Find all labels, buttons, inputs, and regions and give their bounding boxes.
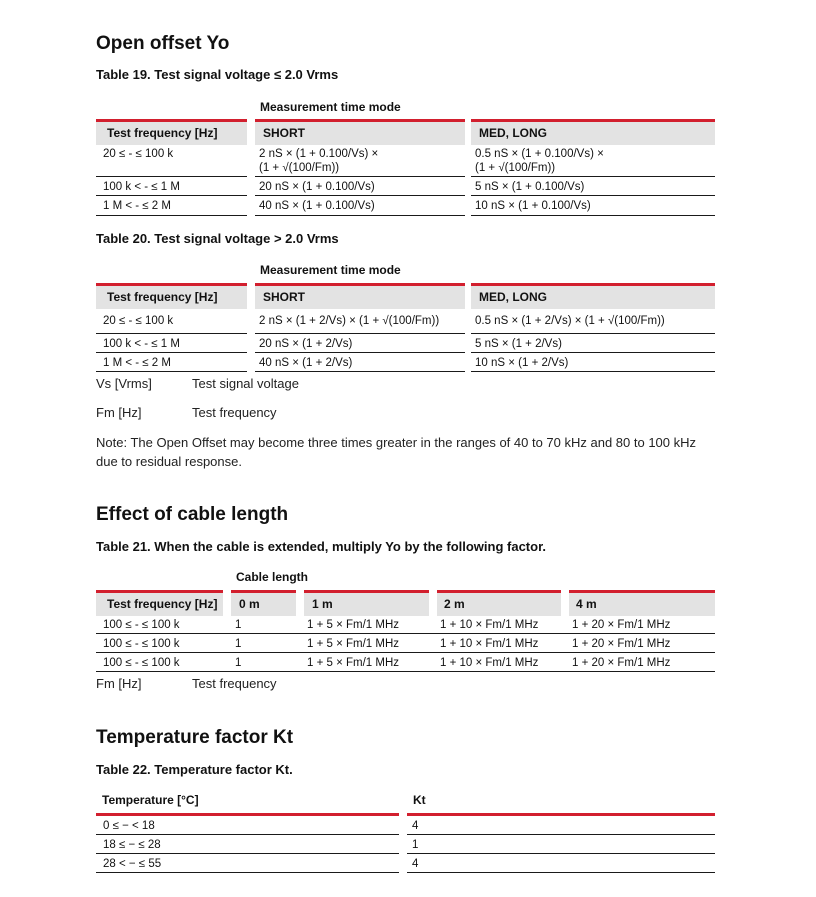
table-21-col-header: 0 m bbox=[239, 597, 260, 611]
table-rule bbox=[96, 872, 399, 873]
table-cell: 1 + 5 × Fm/1 MHz bbox=[307, 619, 400, 631]
table-cell: 2 nS × (1 + 0.100/Vs) × bbox=[259, 148, 379, 160]
table-rule bbox=[96, 195, 247, 196]
table-19-caption: Table 19. Test signal voltage ≤ 2.0 Vrms bbox=[96, 67, 339, 82]
table-cell: 4 bbox=[412, 820, 419, 832]
table-cell: 0 ≤ − < 18 bbox=[103, 820, 155, 832]
table-20-group-header: Measurement time mode bbox=[260, 263, 401, 277]
table-cell: 1 bbox=[235, 619, 242, 631]
section-title-temperature-factor: Temperature factor Kt bbox=[96, 727, 294, 748]
definition-term: Fm [Hz] bbox=[96, 676, 142, 691]
table-rule bbox=[255, 371, 465, 372]
table-cell: 20 ≤ - ≤ 100 k bbox=[103, 148, 174, 160]
table-cell: 1 M < - ≤ 2 M bbox=[103, 357, 171, 369]
table-cell: 20 nS × (1 + 2/Vs) bbox=[259, 338, 353, 350]
table-rule bbox=[96, 352, 247, 353]
table-cell: 1 + 20 × Fm/1 MHz bbox=[572, 638, 671, 650]
table-cell: 10 nS × (1 + 2/Vs) bbox=[475, 357, 569, 369]
table-rule bbox=[96, 215, 247, 216]
table-cell: 1 + 10 × Fm/1 MHz bbox=[440, 657, 539, 669]
table-cell: 5 nS × (1 + 2/Vs) bbox=[475, 338, 562, 350]
table-cell: (1 + √(100/Fm)) bbox=[475, 162, 556, 174]
table-rule bbox=[96, 834, 399, 835]
table-rule bbox=[255, 176, 465, 177]
table-rule bbox=[96, 333, 247, 334]
table-21-col-header: Test frequency [Hz] bbox=[107, 597, 218, 611]
table-cell: 100 ≤ - ≤ 100 k bbox=[103, 619, 180, 631]
table-rule bbox=[407, 834, 715, 835]
table-cell: (1 + √(100/Fm)) bbox=[259, 162, 340, 174]
table-cell: 1 + 5 × Fm/1 MHz bbox=[307, 638, 400, 650]
definition-desc: Test frequency bbox=[192, 676, 277, 691]
table-rule bbox=[96, 853, 399, 854]
section-title-cable-length: Effect of cable length bbox=[96, 504, 289, 525]
table-cell: 100 ≤ - ≤ 100 k bbox=[103, 638, 180, 650]
table-cell: 1 bbox=[235, 638, 242, 650]
definition-term: Vs [Vrms] bbox=[96, 376, 152, 391]
table-cell: 1 + 10 × Fm/1 MHz bbox=[440, 638, 539, 650]
table-20-col-header: MED, LONG bbox=[479, 290, 547, 304]
table-20-caption: Table 20. Test signal voltage > 2.0 Vrms bbox=[96, 231, 339, 246]
note-text-continued: due to residual response. bbox=[96, 454, 242, 469]
table-21-col-header: 1 m bbox=[312, 597, 333, 611]
table-19-col-header: MED, LONG bbox=[479, 126, 547, 140]
table-cell: 100 ≤ - ≤ 100 k bbox=[103, 657, 180, 669]
table-21-caption: Table 21. When the cable is extended, multiply Yo by the following factor. bbox=[96, 539, 547, 554]
table-rule bbox=[407, 872, 715, 873]
table-cell: 4 bbox=[412, 858, 419, 870]
table-cell: 10 nS × (1 + 0.100/Vs) bbox=[475, 200, 591, 212]
table-19-col-header: SHORT bbox=[263, 126, 305, 140]
definition-desc: Test frequency bbox=[192, 405, 277, 420]
table-21-col-header: 4 m bbox=[576, 597, 597, 611]
table-22-caption: Table 22. Temperature factor Kt. bbox=[96, 762, 293, 777]
table-cell: 1 bbox=[235, 657, 242, 669]
table-rule bbox=[255, 333, 465, 334]
table-21-col-header: 2 m bbox=[444, 597, 465, 611]
table-rule bbox=[471, 352, 715, 353]
table-20-col-header: SHORT bbox=[263, 290, 305, 304]
table-rule bbox=[255, 195, 465, 196]
definition-desc: Test signal voltage bbox=[192, 376, 299, 391]
table-cell: 1 + 20 × Fm/1 MHz bbox=[572, 619, 671, 631]
table-rule bbox=[96, 371, 247, 372]
table-rule bbox=[255, 352, 465, 353]
definition-term: Fm [Hz] bbox=[96, 405, 142, 420]
table-rule bbox=[407, 853, 715, 854]
table-cell: 1 + 20 × Fm/1 MHz bbox=[572, 657, 671, 669]
table-rule bbox=[471, 215, 715, 216]
table-22-col-header: Kt bbox=[413, 793, 426, 807]
table-cell: 40 nS × (1 + 2/Vs) bbox=[259, 357, 353, 369]
note-text: Note: The Open Offset may become three times greater in the ranges of 40 to 70 kHz and 80 to 100 kHz bbox=[96, 435, 697, 450]
table-rule bbox=[96, 671, 715, 672]
table-cell: 20 ≤ - ≤ 100 k bbox=[103, 315, 174, 327]
table-20-col-header: Test frequency [Hz] bbox=[107, 290, 218, 304]
table-21-group-header: Cable length bbox=[236, 570, 309, 584]
table-cell: 1 bbox=[412, 839, 419, 851]
section-title-open-offset: Open offset Yo bbox=[96, 33, 230, 54]
table-cell: 0.5 nS × (1 + 0.100/Vs) × bbox=[475, 148, 604, 160]
table-rule bbox=[471, 371, 715, 372]
table-rule bbox=[96, 633, 715, 634]
table-19-col-header: Test frequency [Hz] bbox=[107, 126, 218, 140]
table-cell: 1 + 5 × Fm/1 MHz bbox=[307, 657, 400, 669]
table-19-group-header: Measurement time mode bbox=[260, 100, 401, 114]
table-cell: 2 nS × (1 + 2/Vs) × (1 + √(100/Fm)) bbox=[259, 315, 440, 327]
table-cell: 0.5 nS × (1 + 2/Vs) × (1 + √(100/Fm)) bbox=[475, 315, 665, 327]
table-cell: 18 ≤ − ≤ 28 bbox=[103, 839, 161, 851]
table-rule bbox=[255, 215, 465, 216]
table-rule bbox=[96, 176, 247, 177]
table-22-header-rule bbox=[96, 813, 399, 816]
table-rule bbox=[96, 652, 715, 653]
table-rule bbox=[471, 176, 715, 177]
table-rule bbox=[471, 195, 715, 196]
table-cell: 100 k < - ≤ 1 M bbox=[103, 338, 180, 350]
table-22-header-rule bbox=[407, 813, 715, 816]
table-cell: 5 nS × (1 + 0.100/Vs) bbox=[475, 181, 585, 193]
table-cell: 1 + 10 × Fm/1 MHz bbox=[440, 619, 539, 631]
table-cell: 1 M < - ≤ 2 M bbox=[103, 200, 171, 212]
table-cell: 28 < − ≤ 55 bbox=[103, 858, 162, 870]
table-cell: 100 k < - ≤ 1 M bbox=[103, 181, 180, 193]
table-22-col-header: Temperature [°C] bbox=[102, 793, 199, 807]
table-cell: 40 nS × (1 + 0.100/Vs) bbox=[259, 200, 375, 212]
table-cell: 20 nS × (1 + 0.100/Vs) bbox=[259, 181, 375, 193]
table-rule bbox=[471, 333, 715, 334]
